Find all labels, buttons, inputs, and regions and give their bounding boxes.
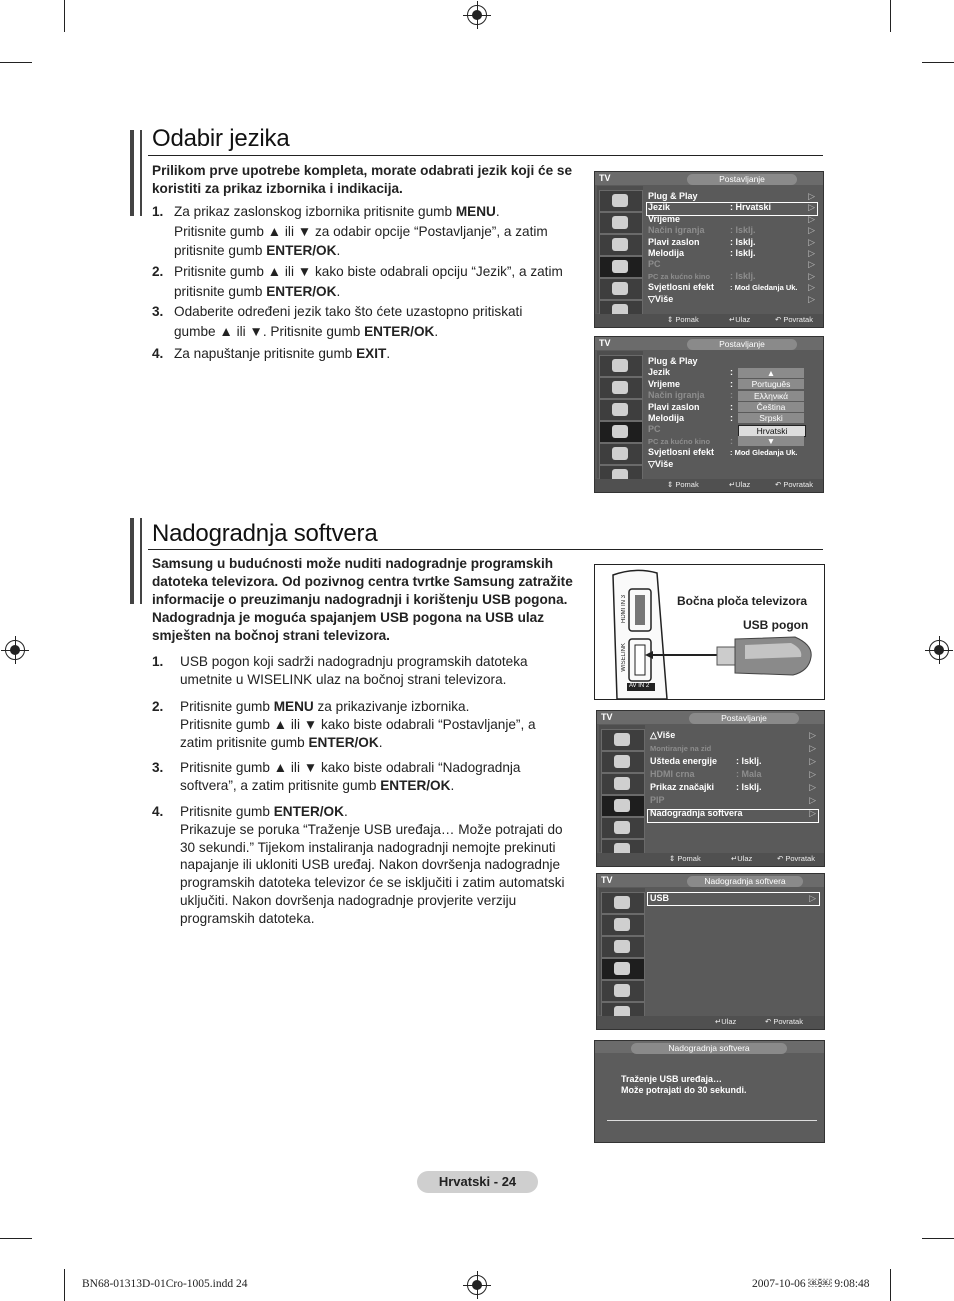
language-option[interactable]: Srpski [738, 413, 804, 423]
menu-label: Vrijeme [648, 213, 681, 224]
crop-mark [0, 1238, 32, 1239]
enter-hint: ↵Ulaz [731, 854, 753, 863]
menu-value: : Isklj. [736, 756, 762, 766]
menu-value: : [730, 367, 733, 378]
menu-label: Plug & Play [648, 356, 698, 366]
submenu-arrow-icon: ▷ [808, 248, 815, 258]
icon-glyph [612, 216, 628, 229]
osd-title: Postavljanje [689, 713, 799, 724]
step-text: Za prikaz zaslonskog izbornika pritisnite gumb MENU. [174, 204, 500, 219]
setup-icon [601, 958, 645, 980]
menu-row [648, 248, 817, 259]
osd-setup-menu [594, 171, 824, 328]
step-number: 2. [152, 699, 164, 714]
side-panel-label: Bočna ploča televizora [677, 594, 808, 608]
step-number: 3. [152, 760, 164, 775]
title-rule [148, 155, 823, 156]
sound-icon [599, 377, 643, 399]
sound-icon [599, 212, 643, 234]
step-number: 4. [152, 804, 164, 819]
submenu-arrow-icon: ▷ [808, 225, 815, 236]
picture-icon [601, 729, 645, 751]
input-icon [601, 980, 645, 1002]
menu-row [650, 730, 818, 741]
registration-mark-icon [5, 640, 25, 660]
icon-glyph [614, 821, 630, 834]
step-text: Pritisnite gumb ENTER/OK. [180, 804, 348, 819]
icon-glyph [612, 447, 628, 460]
icon-glyph [614, 799, 630, 812]
step-text: programskih datoteka televizor će se isključiti i zatim automatski [180, 875, 565, 891]
osd-language-menu [594, 336, 824, 493]
menu-label: Prikaz značajki [650, 782, 715, 792]
section-bar [130, 130, 134, 216]
menu-label: Jezik [648, 202, 671, 213]
submenu-arrow-icon: ▷ [809, 743, 816, 753]
step-text: softvera”, a zatim pritisnite gumb ENTER/OK. [180, 777, 455, 793]
icon-glyph [612, 238, 628, 251]
file-slug: BN68-01313D-01Cro-1005.indd 24 [82, 1278, 248, 1290]
icon-glyph [614, 777, 630, 790]
step-text: Pritisnite gumb ▲ ili ▼ kako biste odabrali “Postavljanje”, a [180, 716, 536, 732]
section-title-language: Odabir jezika [152, 125, 290, 152]
menu-value: : Isklj. [736, 782, 762, 792]
menu-label: PC [648, 259, 661, 270]
menu-label: USB [650, 893, 670, 903]
osd-footer [595, 479, 823, 492]
icon-glyph [612, 194, 628, 207]
step-text: uključiti. Nakon dovršenja nadogradnje provjerite verziju [180, 893, 517, 908]
step-text: Pritisnite gumb ▲ ili ▼ za odabir opcije “Postavljanje”, a zatim [174, 223, 548, 239]
submenu-arrow-icon: ▷ [808, 202, 815, 213]
section-title-software: Nadogradnja softvera [152, 520, 378, 547]
channel-icon [601, 936, 645, 958]
section-bar [140, 130, 142, 216]
crop-mark [0, 62, 32, 63]
icon-glyph [612, 403, 628, 416]
icon-glyph [614, 962, 630, 975]
osd-sidebar [599, 725, 645, 852]
language-option[interactable]: ▲ [738, 368, 804, 378]
menu-label: Melodija [648, 248, 685, 258]
back-hint: ↶ Povratak [765, 1017, 803, 1026]
menu-label: PC za kućno kino [648, 436, 711, 446]
move-hint: ⇕ Pomak [667, 315, 699, 324]
enter-hint: ↵Ulaz [729, 480, 751, 489]
crop-mark [922, 1238, 954, 1239]
submenu-arrow-icon: ▷ [809, 769, 816, 779]
osd-footer [597, 853, 824, 866]
menu-label: Način igranja [648, 225, 705, 236]
crop-mark [890, 1269, 891, 1301]
selection-highlight [647, 892, 820, 906]
icon-glyph [614, 733, 630, 746]
icon-glyph [612, 282, 628, 295]
menu-label: Ušteda energije [650, 756, 718, 766]
input-icon [599, 443, 643, 465]
crop-mark [64, 1269, 65, 1301]
submenu-arrow-icon: ▷ [809, 756, 816, 766]
language-option[interactable]: Ελληνικά [738, 391, 804, 401]
step-text: gumbe ▲ ili ▼. Pritisnite gumb ENTER/OK. [174, 323, 439, 339]
step-text: Pritisnite gumb MENU za prikazivanje izbornika. [180, 699, 470, 714]
submenu-arrow-icon: ▷ [808, 270, 815, 281]
menu-row [648, 271, 817, 282]
menu-label: Plavi zaslon [648, 236, 700, 247]
tv-label: TV [601, 875, 613, 885]
menu-value: : Mala [736, 769, 762, 779]
menu-value: : Isklj. [730, 225, 756, 236]
usb-illustration [594, 564, 825, 700]
step-text: Za napuštanje pritisnite gumb EXIT. [174, 346, 391, 361]
submenu-arrow-icon: ▷ [808, 259, 815, 270]
submenu-arrow-icon: ▷ [809, 893, 816, 903]
back-hint: ↶ Povratak [775, 480, 813, 489]
hdmi-port-label: HDMI IN 3 [621, 595, 627, 624]
language-option-selected[interactable]: Hrvatski [738, 425, 806, 437]
submenu-arrow-icon: ▷ [808, 191, 815, 201]
menu-label: ▽Više [648, 458, 674, 469]
step-text: pritisnite gumb ENTER/OK. [174, 283, 341, 299]
step-text: umetnite u WISELINK ulaz na bočnoj strani televizora. [180, 671, 507, 687]
step-text: Pritisnite gumb ▲ ili ▼ kako biste odabrali opciju “Jezik”, a zatim [174, 264, 563, 279]
selection-highlight [646, 202, 818, 216]
menu-value: : Mod Gledanja Uk. [730, 283, 798, 293]
back-hint: ↶ Povratak [775, 315, 813, 324]
tv-side-panel-illustration [595, 565, 824, 699]
menu-label: Jezik [648, 367, 671, 378]
osd-sidebar [597, 186, 643, 313]
submenu-arrow-icon: ▷ [809, 782, 816, 792]
move-hint: ⇕ Pomak [667, 480, 699, 489]
picture-icon [599, 355, 643, 377]
registration-mark-icon [467, 1275, 487, 1295]
osd-title: Postavljanje [687, 174, 797, 185]
search-message: Traženje USB uređaja… [621, 1074, 723, 1084]
setup-icon [599, 256, 643, 278]
osd-usb-search-dialog [594, 1040, 825, 1143]
menu-row [648, 356, 817, 367]
icon-glyph [614, 755, 630, 768]
input-icon [599, 278, 643, 300]
menu-value: : [730, 413, 733, 423]
channel-icon [599, 399, 643, 421]
osd-sidebar [597, 351, 643, 478]
step-text: USB pogon koji sadrži nadogradnju programskih datoteka [180, 654, 528, 669]
icon-glyph [614, 984, 630, 997]
menu-row [648, 225, 817, 236]
crop-mark [922, 62, 954, 63]
wait-message: Može potrajati do 30 sekundi. [621, 1085, 747, 1095]
menu-row [650, 756, 818, 767]
enter-hint: ↵Ulaz [715, 1017, 737, 1026]
menu-label: Plug & Play [648, 191, 698, 201]
input-icon [601, 817, 645, 839]
step-text: Pritisnite gumb ▲ ili ▼ kako biste odabrali “Nadogradnja [180, 760, 521, 775]
menu-label: Način igranja [648, 390, 705, 401]
osd-title: Postavljanje [687, 339, 797, 350]
step-text: napajanje ili ukloniti USB uređaj. Nakon dovršenja nadogradnje [180, 857, 561, 873]
menu-label: PIP [650, 795, 665, 805]
channel-icon [599, 234, 643, 256]
icon-glyph [614, 918, 630, 931]
step-text: pritisnite gumb ENTER/OK. [174, 243, 341, 258]
menu-row [648, 294, 817, 305]
menu-label: Plavi zaslon [648, 401, 700, 412]
menu-row [648, 237, 817, 248]
menu-label: PC za kućno kino [648, 271, 711, 281]
submenu-arrow-icon: ▷ [808, 236, 815, 247]
crop-mark [890, 0, 891, 32]
tv-label: TV [599, 173, 611, 183]
menu-row [648, 259, 817, 270]
tv-label: TV [601, 712, 613, 722]
menu-value: : [730, 390, 733, 401]
step-text: 30 sekundi.” Tijekom instaliranja nadogradnji nemojte prekinuti [180, 839, 556, 855]
menu-label: Svjetlosni efekt [648, 447, 715, 458]
submenu-arrow-icon: ▷ [809, 795, 816, 805]
menu-row [650, 782, 818, 793]
setup-icon [601, 795, 645, 817]
tv-label: TV [599, 338, 611, 348]
menu-value: : Isklj. [730, 270, 756, 281]
submenu-arrow-icon: ▷ [808, 282, 815, 293]
picture-icon [601, 892, 645, 914]
section-bar [140, 518, 142, 604]
intro-text: Samsung u budućnosti može nuditi nadogradnje programskih datoteka televizora. Od pozivnog centra tvrtke Samsung zatražite informacije o preuzimanju nadogradnji i korištenju USB pogona. Nadogradnja je moguća spajanjem USB pogona na USB ulaz smješten na bočnoj strani televizora. [152, 556, 573, 643]
menu-value: : [730, 401, 733, 412]
picture-icon [599, 190, 643, 212]
submenu-arrow-icon: ▷ [808, 293, 815, 304]
dialog-title: Nadogradnja softvera [631, 1043, 787, 1054]
intro-text: Prilikom prve upotrebe kompleta, morate odabrati jezik koji će se koristiti za prikaz izbornika i indikacija. [152, 163, 573, 196]
step-number: 4. [152, 346, 164, 361]
submenu-arrow-icon: ▷ [809, 730, 816, 740]
menu-label: ▽Više [648, 293, 674, 304]
submenu-arrow-icon: ▷ [808, 213, 815, 224]
usb-drive-label: USB pogon [743, 618, 809, 632]
menu-row [648, 191, 817, 202]
icon-glyph [612, 381, 628, 394]
step-number: 1. [152, 204, 164, 219]
osd-software-upgrade-menu [596, 873, 825, 1030]
menu-value: : [730, 378, 733, 389]
sound-icon [601, 914, 645, 936]
language-option[interactable]: Čeština [738, 402, 804, 412]
menu-label: Melodija [648, 413, 685, 423]
menu-value: : Mod Gledanja Uk. [730, 448, 798, 458]
icon-glyph [612, 425, 628, 438]
step-number: 3. [152, 304, 164, 319]
menu-row [650, 743, 818, 754]
menu-row [648, 447, 817, 458]
move-hint: ⇕ Pomak [669, 854, 701, 863]
menu-label: Montiranje na zid [650, 744, 712, 753]
sound-icon [601, 751, 645, 773]
step-text: programskih datoteka. [180, 910, 315, 926]
enter-hint: ↵Ulaz [729, 315, 751, 324]
language-option[interactable]: Português [738, 379, 804, 389]
menu-row [648, 459, 817, 470]
step-number: 1. [152, 654, 164, 669]
osd-footer [595, 314, 823, 327]
step-text: Prikazuje se poruka “Traženje USB uređaja… Može potrajati do [180, 821, 563, 837]
menu-row [650, 795, 818, 806]
av-port-label: AV IN 2 [629, 683, 650, 689]
step-number: 2. [152, 264, 164, 279]
osd-footer [597, 1016, 824, 1029]
menu-label: △Više [650, 730, 676, 740]
menu-label: PC [648, 424, 661, 435]
menu-label: Vrijeme [648, 378, 681, 389]
section-bar [130, 518, 134, 604]
registration-mark-icon [467, 5, 487, 25]
menu-label: Nadogradnja softvera [650, 808, 743, 818]
language-option[interactable]: ▼ [738, 436, 804, 446]
menu-label: Svjetlosni efekt [648, 282, 715, 293]
page-number: Hrvatski - 24 [417, 1171, 538, 1193]
osd-title: Nadogradnja softvera [687, 876, 803, 887]
date-slug: 2007-10-06 ￼￼ 9:08:48 [752, 1278, 870, 1290]
osd-setup-menu-more [596, 710, 825, 867]
menu-value: : Hrvatski [730, 202, 772, 213]
back-hint: ↶ Povratak [777, 854, 815, 863]
menu-value: : Isklj. [730, 248, 756, 258]
title-rule [148, 549, 823, 550]
wiselink-port-label: WISELINK [621, 643, 627, 672]
icon-glyph [614, 896, 630, 909]
icon-glyph [614, 940, 630, 953]
step-text: zatim pritisnite gumb ENTER/OK. [180, 734, 383, 750]
menu-row [650, 769, 818, 780]
submenu-arrow-icon: ▷ [809, 808, 816, 818]
step-text: Odaberite određeni jezik tako što ćete uzastopno pritiskati [174, 304, 523, 319]
setup-icon [599, 421, 643, 443]
icon-glyph [612, 260, 628, 273]
selection-highlight [647, 809, 819, 823]
progress-line [607, 1120, 817, 1121]
osd-sidebar [599, 888, 645, 1015]
menu-value: : Isklj. [730, 236, 756, 247]
crop-mark [64, 0, 65, 32]
menu-row [648, 282, 817, 293]
channel-icon [601, 773, 645, 795]
registration-mark-icon [929, 640, 949, 660]
menu-value: : [730, 435, 733, 446]
icon-glyph [612, 359, 628, 372]
menu-label: HDMI crna [650, 769, 695, 779]
